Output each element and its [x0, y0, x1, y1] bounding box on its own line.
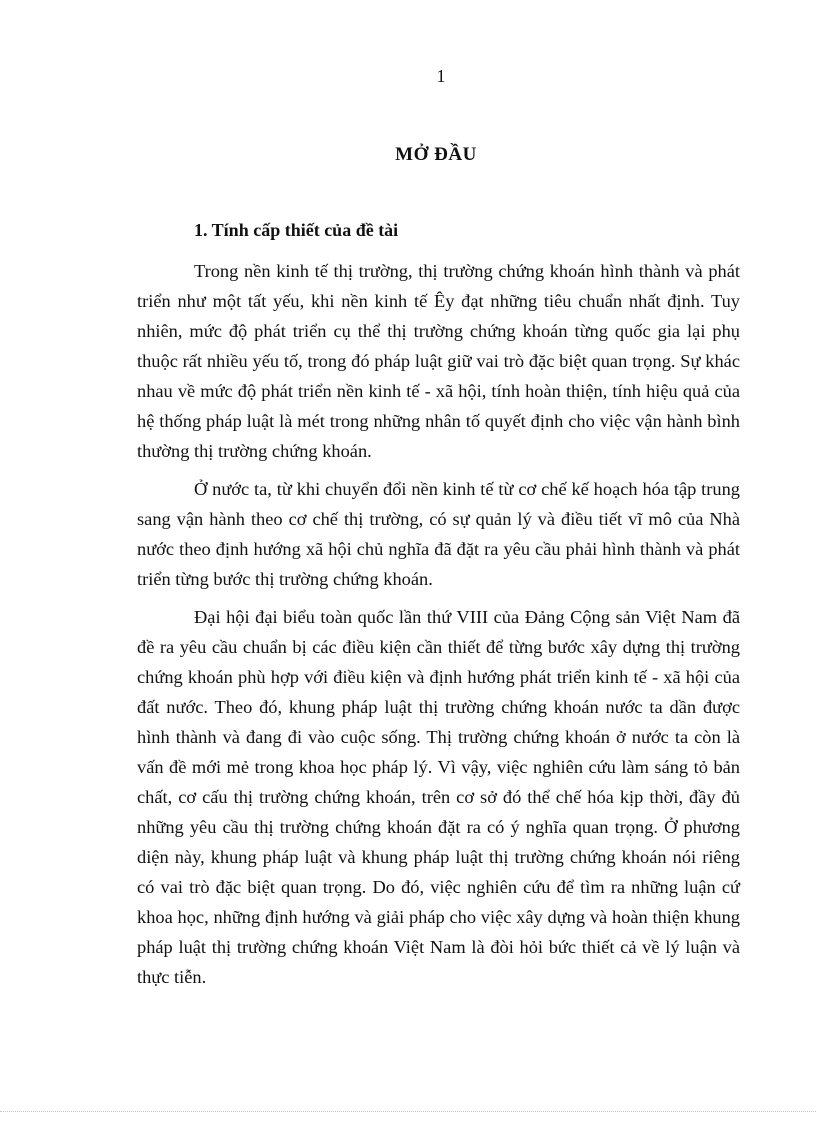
paragraph: Ở nước ta, từ khi chuyển đổi nền kinh tế từ cơ chế kế hoạch hóa tập trung sang vận hành theo cơ chế thị trường, có sự quản lý và điều tiết vĩ mô của Nhà nước theo định hướng xã hội chủ nghĩa đã đặt ra yêu cầu phải hình thành và phát triển từng bước thị trường chứng khoán. [137, 479, 740, 589]
page-bottom-divider [0, 1111, 816, 1112]
body-text [137, 256, 740, 1000]
paragraph: Đại hội đại biểu toàn quốc lần thứ VIII của Đảng Cộng sản Việt Nam đã đề ra yêu cầu chuẩn bị các điều kiện cần thiết để từng bước xây dựng thị trường chứng khoán phù hợp với điều kiện và định hướng phát triển kinh tế - xã hội của đất nước. Theo đó, khung pháp luật thị trường chứng khoán nước ta dần được hình thành và đang đi vào cuộc sống. Thị trường chứng khoán ở nước ta còn là vấn đề mới mẻ trong khoa học pháp lý. Vì vậy, việc nghiên cứu làm sáng tỏ bản chất, cơ cấu thị trường chứng khoán, trên cơ sở đó thể chế hóa kịp thời, đầy đủ những yêu cầu thị trường chứng khoán đặt ra có ý nghĩa quan trọng. Ở phương diện này, khung pháp luật và khung pháp luật thị trường chứng khoán nói riêng có vai trò đặc biệt quan trọng. Do đó, việc nghiên cứu để tìm ra những luận cứ khoa học, những định hướng và giải pháp cho việc xây dựng và hoàn thiện khung pháp luật thị trường chứng khoán Việt Nam là đòi hỏi bức thiết cả về lý luận và thực tiễn. [137, 607, 740, 987]
section-heading: 1. Tính cấp thiết của đề tài [194, 220, 399, 240]
page-number: 1 [436, 66, 446, 86]
paragraph: Trong nền kinh tế thị trường, thị trường chứng khoán hình thành và phát triển như một tất yếu, khi nền kinh tế Êy đạt những tiêu chuẩn nhất định. Tuy nhiên, mức độ phát triển cụ thể thị trường chứng khoán từng quốc gia lại phụ thuộc rất nhiều yếu tố, trong đó pháp luật giữ vai trò đặc biệt quan trọng. Sự khác nhau về mức độ phát triển nền kinh tế - xã hội, tính hoàn thiện, tính hiệu quả của hệ thống pháp luật là mét trong những nhân tố quyết định cho việc vận hành bình thường thị trường chứng khoán. [137, 261, 740, 461]
page-title: MỞ ĐẦU [395, 144, 477, 165]
